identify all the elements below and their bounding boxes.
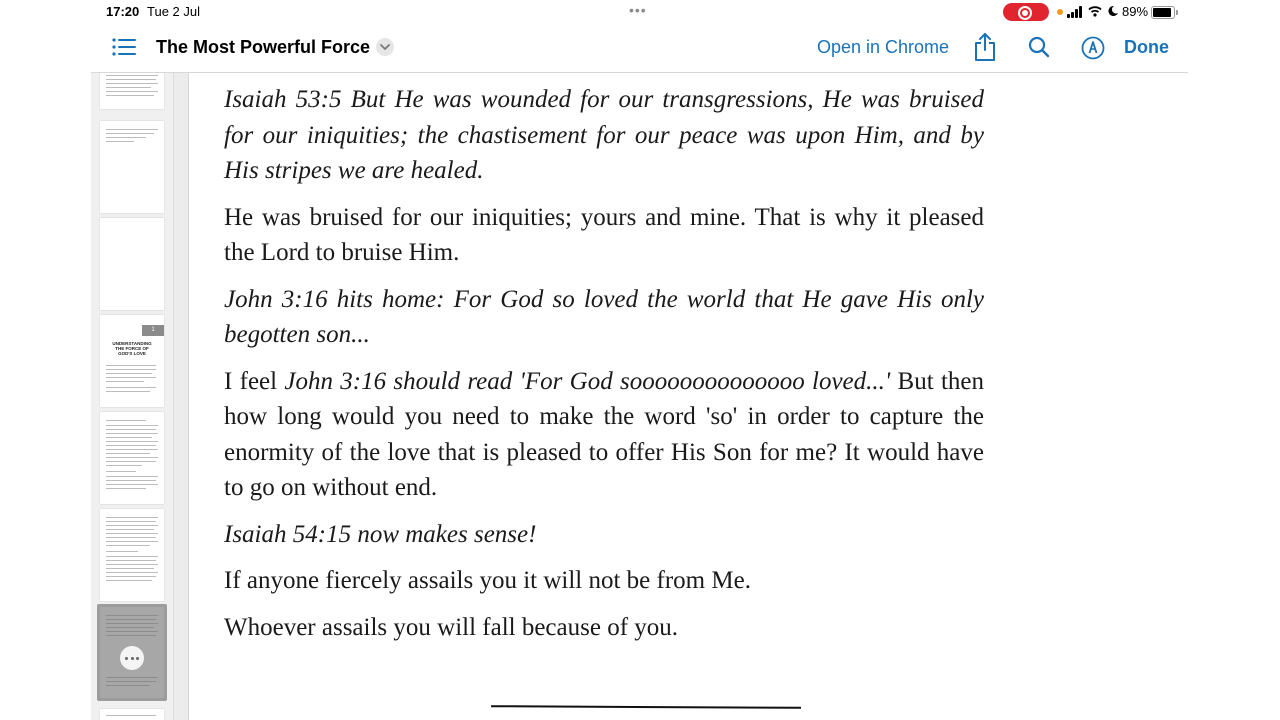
paragraph-isaiah-53: Isaiah 53:5 But He was wounded for our transgressions, He was bruised for our iniquities; the chastisement for our peace was upon Him, and by His stripes we are healed. [224,86,984,184]
wifi-icon [1088,5,1102,17]
page-thumbnail-chapter[interactable] [100,315,164,407]
chapter-number-badge: 1 [142,325,164,336]
markup-pen-icon[interactable] [1081,36,1105,60]
screen-recording-indicator[interactable] [1003,3,1049,21]
letterbox-right [1188,0,1280,720]
paragraph-i-feel [224,364,984,506]
page-thumbnail[interactable] [100,73,164,109]
page-thumbnail[interactable] [100,121,164,213]
mic-in-use-icon [1057,9,1063,15]
page-thumbnail-current[interactable] [97,604,167,701]
list-icon[interactable] [112,37,136,57]
status-date: Tue 2 Jul [147,4,200,19]
chapter-title-thumbnail: UNDERSTANDING THE FORCE OF GOD'S LOVE [112,341,152,356]
paragraph-bruised: He was bruised for our iniquities; yours and mine. That is why it pleased the Lord to bruise Him. [224,203,984,266]
document-title[interactable]: The Most Powerful Force [156,37,371,57]
title-menu-button[interactable] [376,38,394,56]
done-button[interactable]: Done [1124,37,1169,57]
paragraph-whoever: Whoever assails you will fall because of you. [224,613,679,641]
paragraph-italic-quote: John 3:16 should read 'For God soooooooooooooo loved...' [284,367,891,395]
page-thumbnail[interactable] [100,709,164,720]
paragraph-lead: I feel [224,367,285,395]
paragraph-john-316: John 3:16 hits home: For God so loved the world that He gave His only begotten son... [224,285,984,348]
cellular-signal-icon [1067,6,1083,18]
letterbox-left [0,0,91,720]
do-not-disturb-moon-icon [1107,5,1119,17]
status-time: 17:20 [106,4,140,19]
page-thumbnail[interactable] [100,509,164,601]
page-thumbnail[interactable] [100,412,164,504]
page-thumbnail-sidebar[interactable] [91,73,174,720]
page-thumbnail[interactable] [100,218,164,310]
battery-percentage: 89% [1122,4,1149,19]
document-toolbar [91,24,1188,73]
ipad-screen [91,0,1188,720]
multitasking-dots-icon[interactable]: ••• [629,2,647,18]
open-in-chrome-button[interactable]: Open in Chrome [817,37,950,57]
battery-icon [1151,6,1175,19]
share-icon[interactable] [972,32,998,62]
search-icon[interactable] [1028,36,1050,58]
page-text [224,82,984,656]
paragraph-isaiah-54: Isaiah 54:15 now makes sense! [224,520,537,548]
paragraph-assails: If anyone fiercely assails you it will not be from Me. [224,567,751,594]
more-icon[interactable] [120,646,144,670]
paragraph-rest: But then how long would you need to make the word 'so' in order to capture the enormity of the love that is pleased to offer His Son for me? It would have to go on without end. [224,367,985,501]
status-bar [91,0,1188,24]
chevron-down-icon [380,43,390,51]
